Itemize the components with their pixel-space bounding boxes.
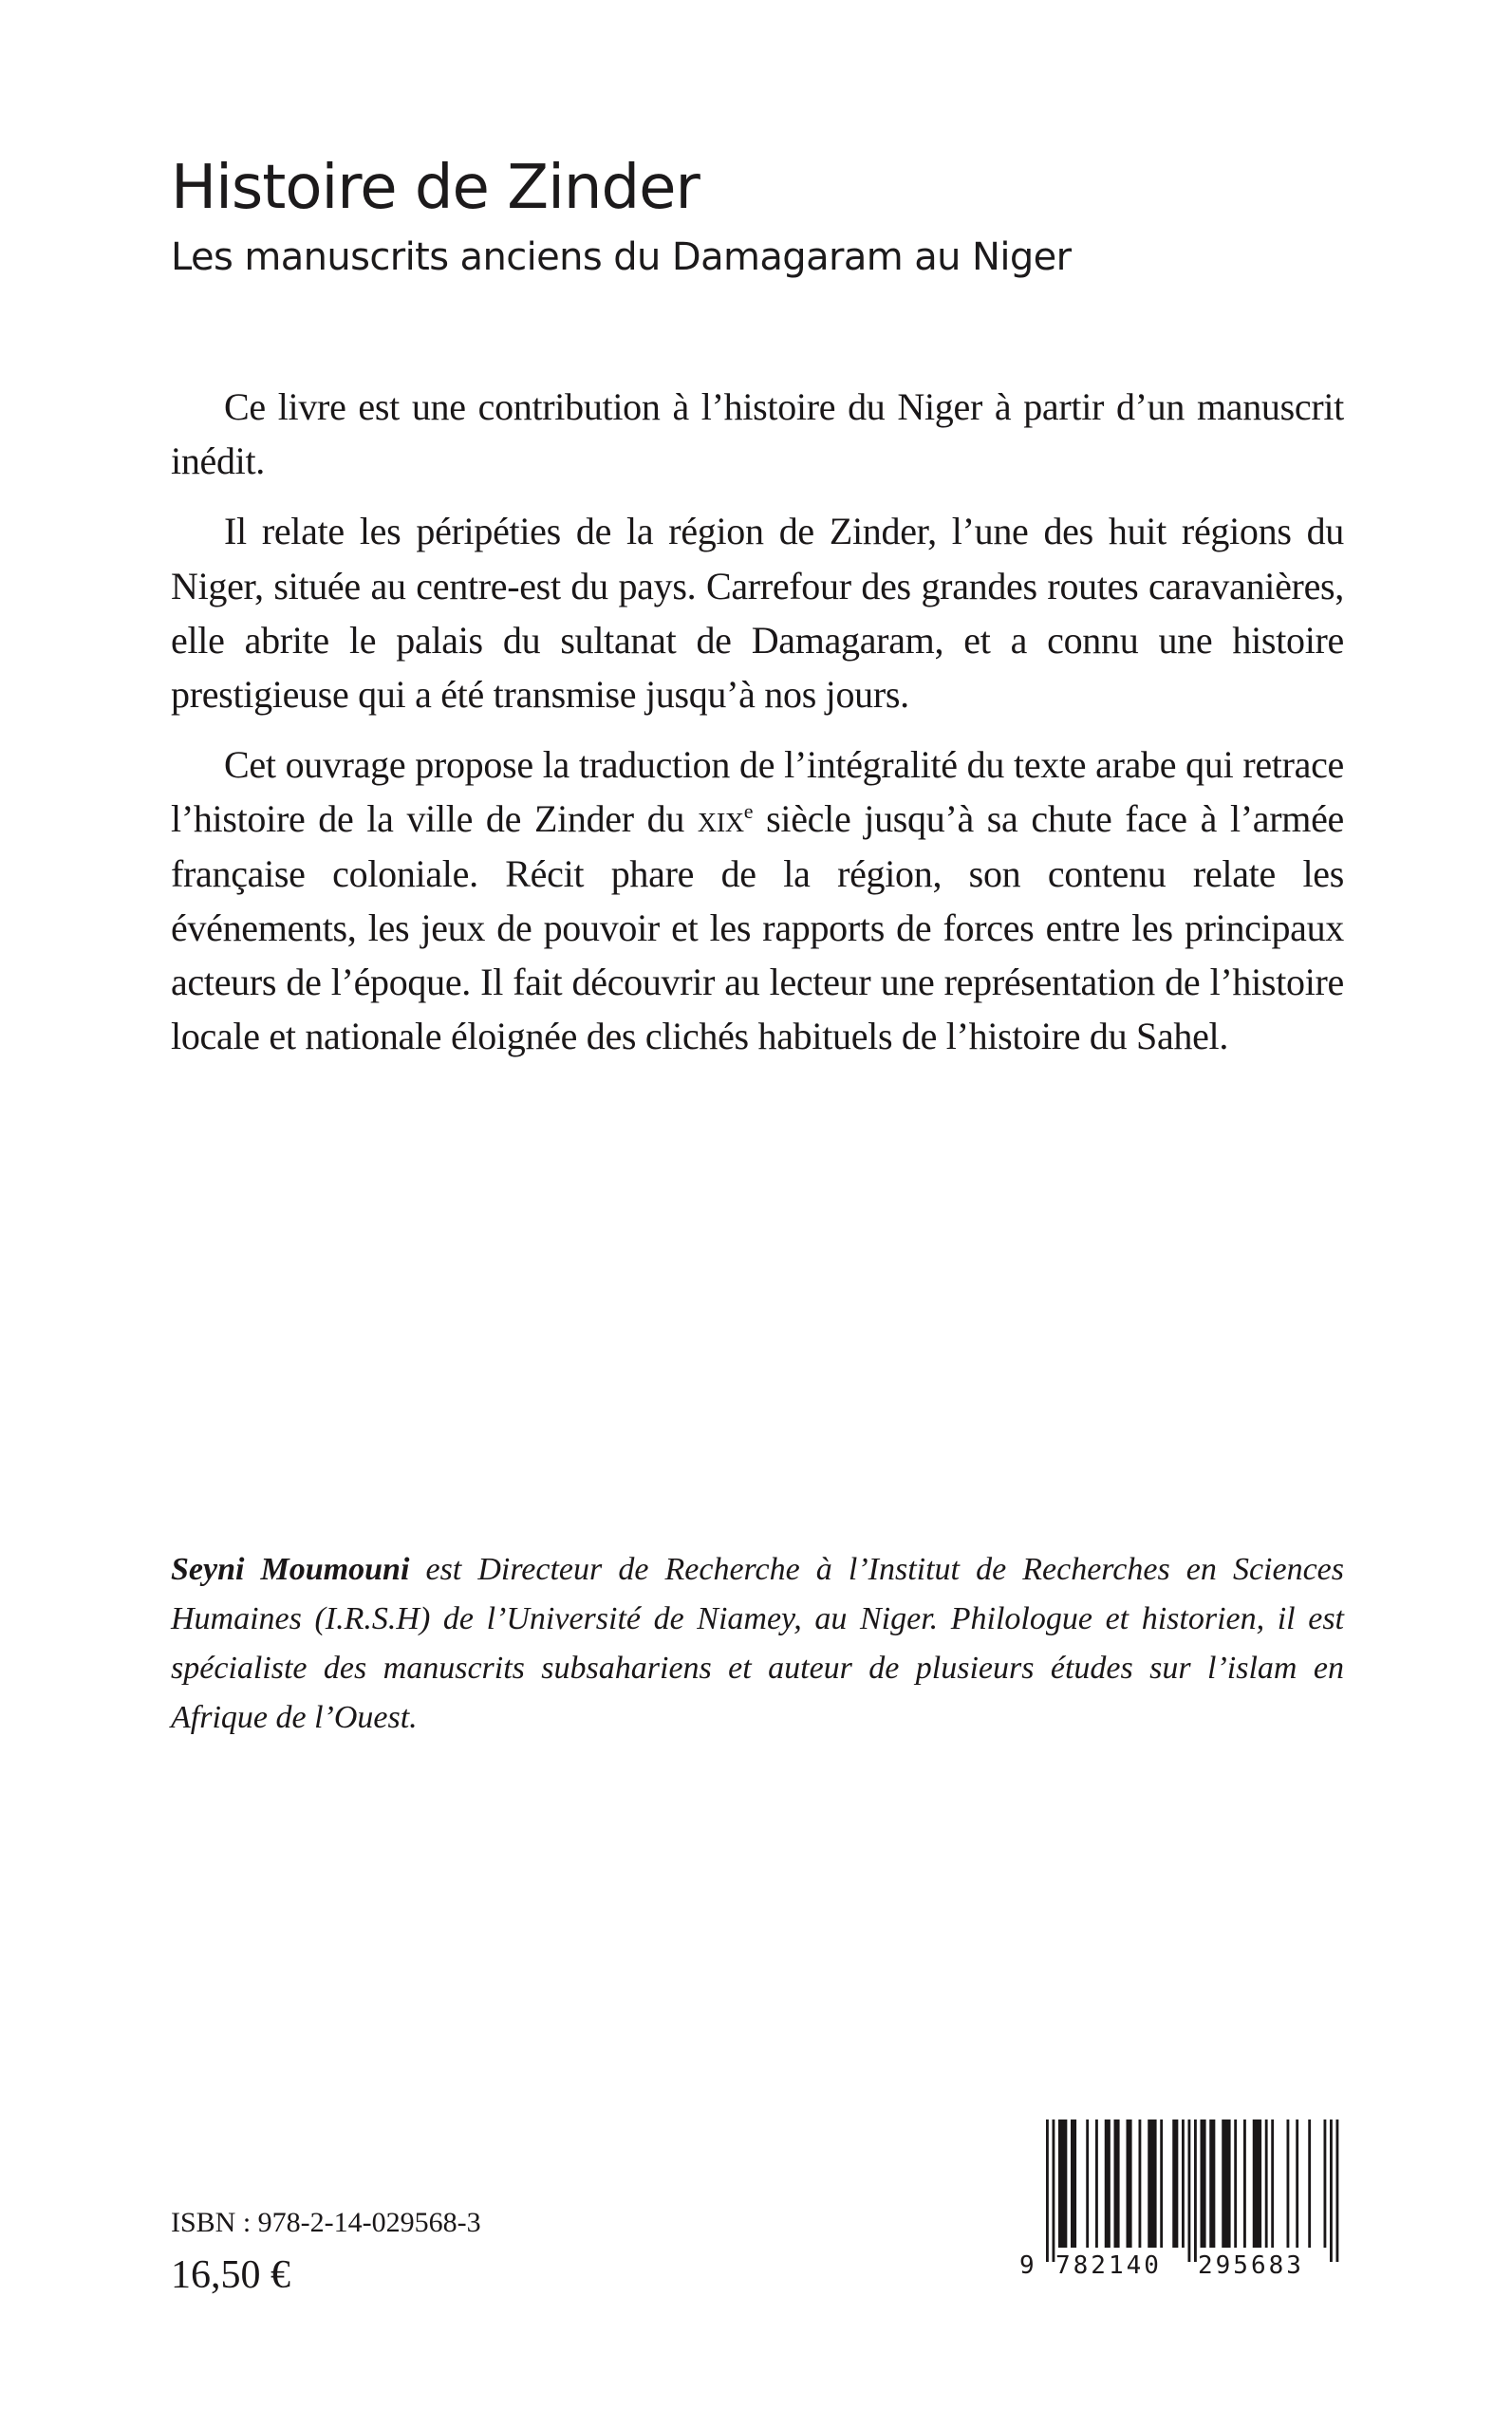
century-numeral: xix	[697, 797, 744, 841]
barcode-bar	[1253, 2120, 1261, 2248]
barcode-bar	[1209, 2120, 1215, 2248]
author-bio	[171, 1545, 1344, 1743]
barcode-bar	[1095, 2120, 1098, 2248]
author-bio-text: est Directeur de Recherche à l’Institut de Recherches en Sciences Humaines (I.R.S.H) de l’Université de Niamey, au Niger. Philologue et historien, il est spécialiste des manuscrits subsahariens et auteur de plusieurs études sur l’islam en Afrique de l’Ouest.	[171, 1552, 1344, 1735]
barcode-bar	[1139, 2120, 1142, 2248]
blurb-paragraph: Ce livre est une contribution à l’histoire du Niger à partir d’un manuscrit inédit.	[171, 385, 1344, 483]
barcode-bar	[1105, 2120, 1111, 2248]
barcode-guard-bar	[1053, 2120, 1055, 2262]
barcode-bar	[1265, 2120, 1268, 2248]
barcode-graphic	[1006, 2112, 1357, 2283]
barcode-bar	[1271, 2120, 1274, 2248]
barcode-bars	[1046, 2120, 1338, 2262]
blurb-paragraph	[171, 738, 1344, 1063]
barcode-bar	[1160, 2120, 1163, 2248]
century-superscript: e	[743, 799, 754, 824]
barcode-bar	[1127, 2120, 1132, 2248]
barcode-bar	[1114, 2120, 1120, 2248]
blurb-text: siècle jusqu’à sa chute face à l’armée française coloniale. Récit phare de la région, son contenu relate les événements, les jeux de pouvoir et les rapports de forces entre les principaux acteurs de l’époque. Il fait découvrir au lecteur une représentation de l’histoire locale et nationale éloignée des clichés habituels de l’histoire du Sahel.	[171, 797, 1344, 1058]
barcode-bar	[1243, 2120, 1246, 2248]
barcode-digits-right: 295683	[1198, 2251, 1304, 2280]
barcode-guard-bar	[1046, 2120, 1049, 2262]
barcode-guard-bar	[1336, 2120, 1339, 2262]
barcode-bar	[1324, 2120, 1327, 2248]
barcode-bar	[1234, 2120, 1237, 2248]
barcode-bar	[1296, 2120, 1298, 2248]
author-name: Seyni Moumouni	[171, 1552, 410, 1587]
barcode-bar	[1172, 2120, 1178, 2248]
barcode-guard-bar	[1330, 2120, 1333, 2262]
blurb-text: Cet ouvrage propose la traduction de l’intégralité du texte arabe qui retrace l’histoire de la ville de Zinder du	[171, 743, 1344, 841]
barcode-bar	[1148, 2120, 1156, 2248]
barcode-digit-first: 9	[1019, 2251, 1035, 2280]
isbn-label: ISBN : 978-2-14-029568-3	[171, 2207, 481, 2238]
barcode-bar	[1201, 2120, 1206, 2248]
barcode-bar	[1287, 2120, 1290, 2248]
barcode-bar	[1308, 2120, 1311, 2248]
barcode-bar	[1222, 2120, 1230, 2248]
barcode-bar	[1071, 2120, 1076, 2248]
title-block	[171, 142, 1071, 281]
barcode-guard-bar	[1188, 2120, 1191, 2262]
barcode-bar	[1182, 2120, 1185, 2248]
author-bio-paragraph	[171, 1545, 1344, 1743]
barcode-digits-left: 782140	[1055, 2251, 1162, 2280]
barcode-bar	[1058, 2120, 1067, 2248]
barcode-bar	[1086, 2120, 1089, 2248]
price-label: 16,50 €	[171, 2253, 290, 2297]
book-subtitle: Les manuscrits anciens du Damagaram au Niger	[171, 235, 1072, 279]
isbn-barcode	[1006, 2112, 1357, 2283]
book-title: Histoire de Zinder	[171, 153, 700, 223]
blurb-paragraph: Il relate les péripéties de la région de Zinder, l’une des huit régions du Niger, située au centre-est du pays. Carrefour des grandes routes caravanières, elle abrite le palais du sultanat de Damagaram, et a connu une histoire prestigieuse qui a été transmise jusqu’à nos jours.	[171, 510, 1344, 717]
back-cover-blurb	[171, 380, 1344, 1079]
barcode-guard-bar	[1194, 2120, 1197, 2262]
